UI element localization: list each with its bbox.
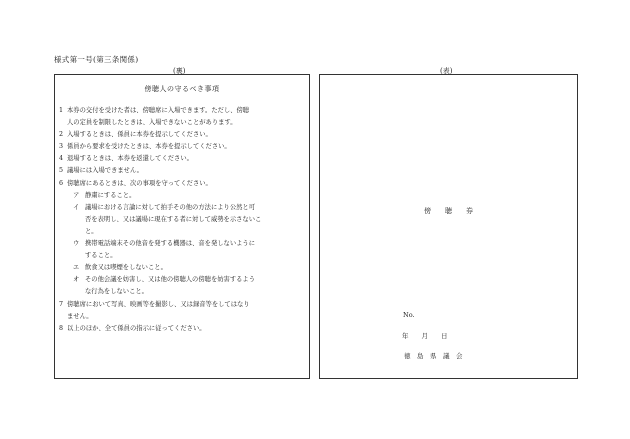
sub-rule-item [59, 274, 307, 298]
rule-number: 1 [59, 107, 64, 114]
sub-rule-text: な行為をしないこと。 [85, 288, 148, 296]
rule-text: 傍聴席にあるときは、次の事項を守ってください。 [67, 179, 212, 187]
rule-text: 傍聴席において写真、映画等を撮影し、又は録音等をしてはなり [67, 300, 250, 308]
rule-number: 4 [59, 155, 64, 163]
ticket-front-panel [319, 74, 578, 379]
rule-number: 5 [59, 167, 64, 175]
sub-rule-number: ウ [73, 240, 80, 248]
rule-text: 入場するときは、係員に本券を提示してください。 [67, 131, 212, 139]
rule-number: 6 [59, 179, 64, 187]
sub-rule-item [59, 190, 307, 202]
sub-rule-number: エ [73, 264, 80, 272]
rule-text: ません。 [67, 312, 93, 320]
rule-item [59, 178, 307, 190]
sub-rule-number: ア [73, 191, 80, 199]
rules-list [59, 105, 307, 335]
rule-number: 2 [59, 131, 64, 139]
sub-rule-number: イ [73, 203, 80, 211]
rule-text: 係員から要求を受けたときは、本券を提示してください。 [67, 143, 231, 151]
rule-item [59, 299, 307, 323]
ticket-number-label: No. [403, 311, 415, 319]
rule-number: 8 [59, 324, 64, 332]
back-side-label: (裏) [173, 67, 186, 75]
rule-item [59, 153, 307, 165]
rule-text: 議場には入場できません。 [67, 167, 143, 175]
sub-rule-text: すること。 [85, 252, 117, 260]
ticket-title: 傍 聴 券 [424, 207, 473, 215]
sub-rule-text: 否を表明し、又は議場に現在する者に対して威勢を示さないこ [85, 215, 262, 223]
rule-text: 以上のほか、全て係員の指示に従ってください。 [67, 324, 206, 332]
sub-rule-item [59, 262, 307, 274]
sub-rule-item [59, 202, 307, 238]
form-title: 様式第一号(第三条関係) [54, 55, 139, 64]
ticket-back-panel [54, 74, 310, 379]
rule-item [59, 105, 307, 129]
rule-text: 本券の交付を受けた者は、傍聴席に入場できます。ただし、傍聴 [67, 107, 250, 114]
rule-item [59, 165, 307, 177]
sub-rule-item [59, 238, 307, 262]
sub-rule-text: 携帯電話端末その他音を発する機器は、音を発しないように [85, 240, 256, 248]
sub-rule-text: 議場における言論に対して拍手その他の方法により公然と可 [85, 203, 256, 211]
rule-text: 人の定員を制限したときは、入場できないことがあります。 [67, 119, 237, 127]
ticket-issuer: 徳 島 県 議 会 [404, 352, 463, 360]
ticket-date-line: 年 月 日 [402, 332, 448, 340]
rule-item [59, 141, 307, 153]
rule-number: 3 [59, 143, 64, 151]
sub-rule-text: 飲食又は喫煙をしないこと。 [85, 264, 167, 272]
sub-rule-text: その他会議を妨害し、又は他の傍聴人の傍聴を妨害するよう [85, 276, 256, 284]
rule-text: 退場するときは、本券を返還してください。 [67, 155, 193, 163]
sub-rule-text: と。 [85, 227, 98, 235]
rule-number: 7 [59, 300, 64, 308]
front-side-label: (表) [440, 67, 453, 75]
rules-heading: 傍聴人の守るべき事項 [144, 85, 220, 93]
rule-item [59, 129, 307, 141]
sub-rule-number: オ [73, 276, 80, 284]
sub-rule-text: 静粛にすること。 [85, 191, 136, 199]
rule-item [59, 323, 307, 335]
